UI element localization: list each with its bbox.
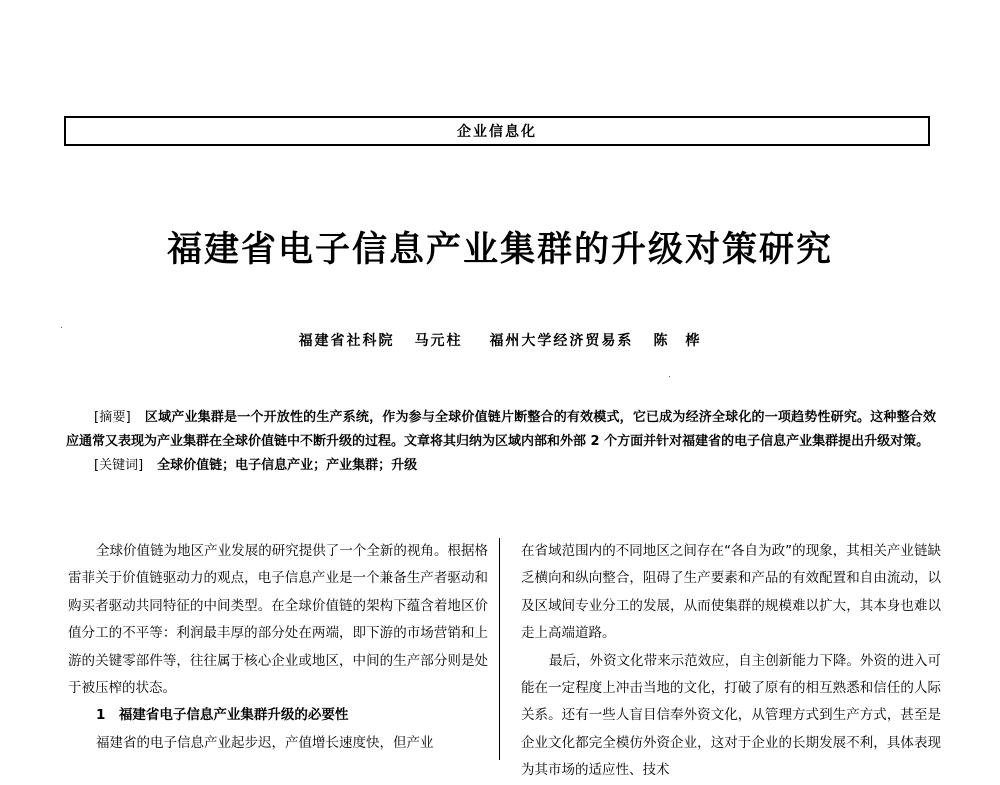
author-name: 马元柱 xyxy=(414,333,463,349)
scan-speck xyxy=(669,376,670,377)
column-divider xyxy=(499,538,500,760)
abstract-paragraph xyxy=(66,406,936,454)
article-title: 福建省电子信息产业集群的升级对策研究 xyxy=(166,229,833,270)
keywords-paragraph xyxy=(66,454,936,478)
right-column xyxy=(521,538,941,785)
left-column xyxy=(68,538,488,757)
abstract-block xyxy=(66,406,936,478)
body-paragraph: 最后，外资文化带来示范效应，自主创新能力下降。外资的进入可能在一定程度上冲击当地的文化，打破了原有的相互熟悉和信任的人际关系。还有一些人盲目信奉外资文化，从管理方式到生产方式，甚至是企业文化都完全模仿外资企业，这对于企业的长期发展不利，具体表现为其市场的适应性、技术 xyxy=(521,652,941,779)
author-name: 陈 桦 xyxy=(653,333,702,349)
abstract-label: [摘要] xyxy=(94,410,131,425)
section-paragraph: 福建省的电子信息产业起步迟，产值增长速度快，但产业 xyxy=(96,734,434,751)
abstract-text: 区域产业集群是一个开放性的生产系统，作为参与全球价值链片断整合的有效模式，它已成为经济全球化的一项趋势性研究。这种整合效应通常又表现为产业集群在全球价值链中不断升级的过程。文章将其归纳为区域内部和外部 2 个方面并针对福建省的电子信息产业集群提出升级对策。 xyxy=(66,410,936,449)
section-header-label: 企业信息化 xyxy=(457,124,537,140)
keywords-label: [关键词] xyxy=(94,458,144,473)
section-header xyxy=(64,116,930,146)
author-affiliation: 福州大学经济贸易系 xyxy=(489,333,634,349)
author-affiliation: 福建省社科院 xyxy=(298,333,395,349)
scan-speck xyxy=(61,327,62,328)
keywords-text: 全球价值链；电子信息产业；产业集群；升级 xyxy=(157,458,418,473)
author-line xyxy=(0,330,1000,350)
section-heading: 1 福建省电子信息产业集群升级的必要性 xyxy=(96,707,349,724)
intro-paragraph: 全球价值链为地区产业发展的研究提供了一个全新的视角。根据格雷菲关于价值链驱动力的观点，电子信息产业是一个兼备生产者驱动和购买者驱动共同特征的中间类型。在全球价值链的架构下蕴含着地区价值分工的不平等：利润最丰厚的部分处在两端，即下游的市场营销和上游的关键零部件等，往往属于核心企业或地区，中间的生产部分则是处于被压榨的状态。 xyxy=(68,543,488,697)
body-paragraph: 在省域范围内的不同地区之间存在“各自为政”的现象，其相关产业链缺乏横向和纵向整合，阻碍了生产要素和产品的有效配置和自由流动，以及区域间专业分工的发展，从而使集群的规模难以扩大，其本身也难以走上高端道路。 xyxy=(521,543,941,642)
